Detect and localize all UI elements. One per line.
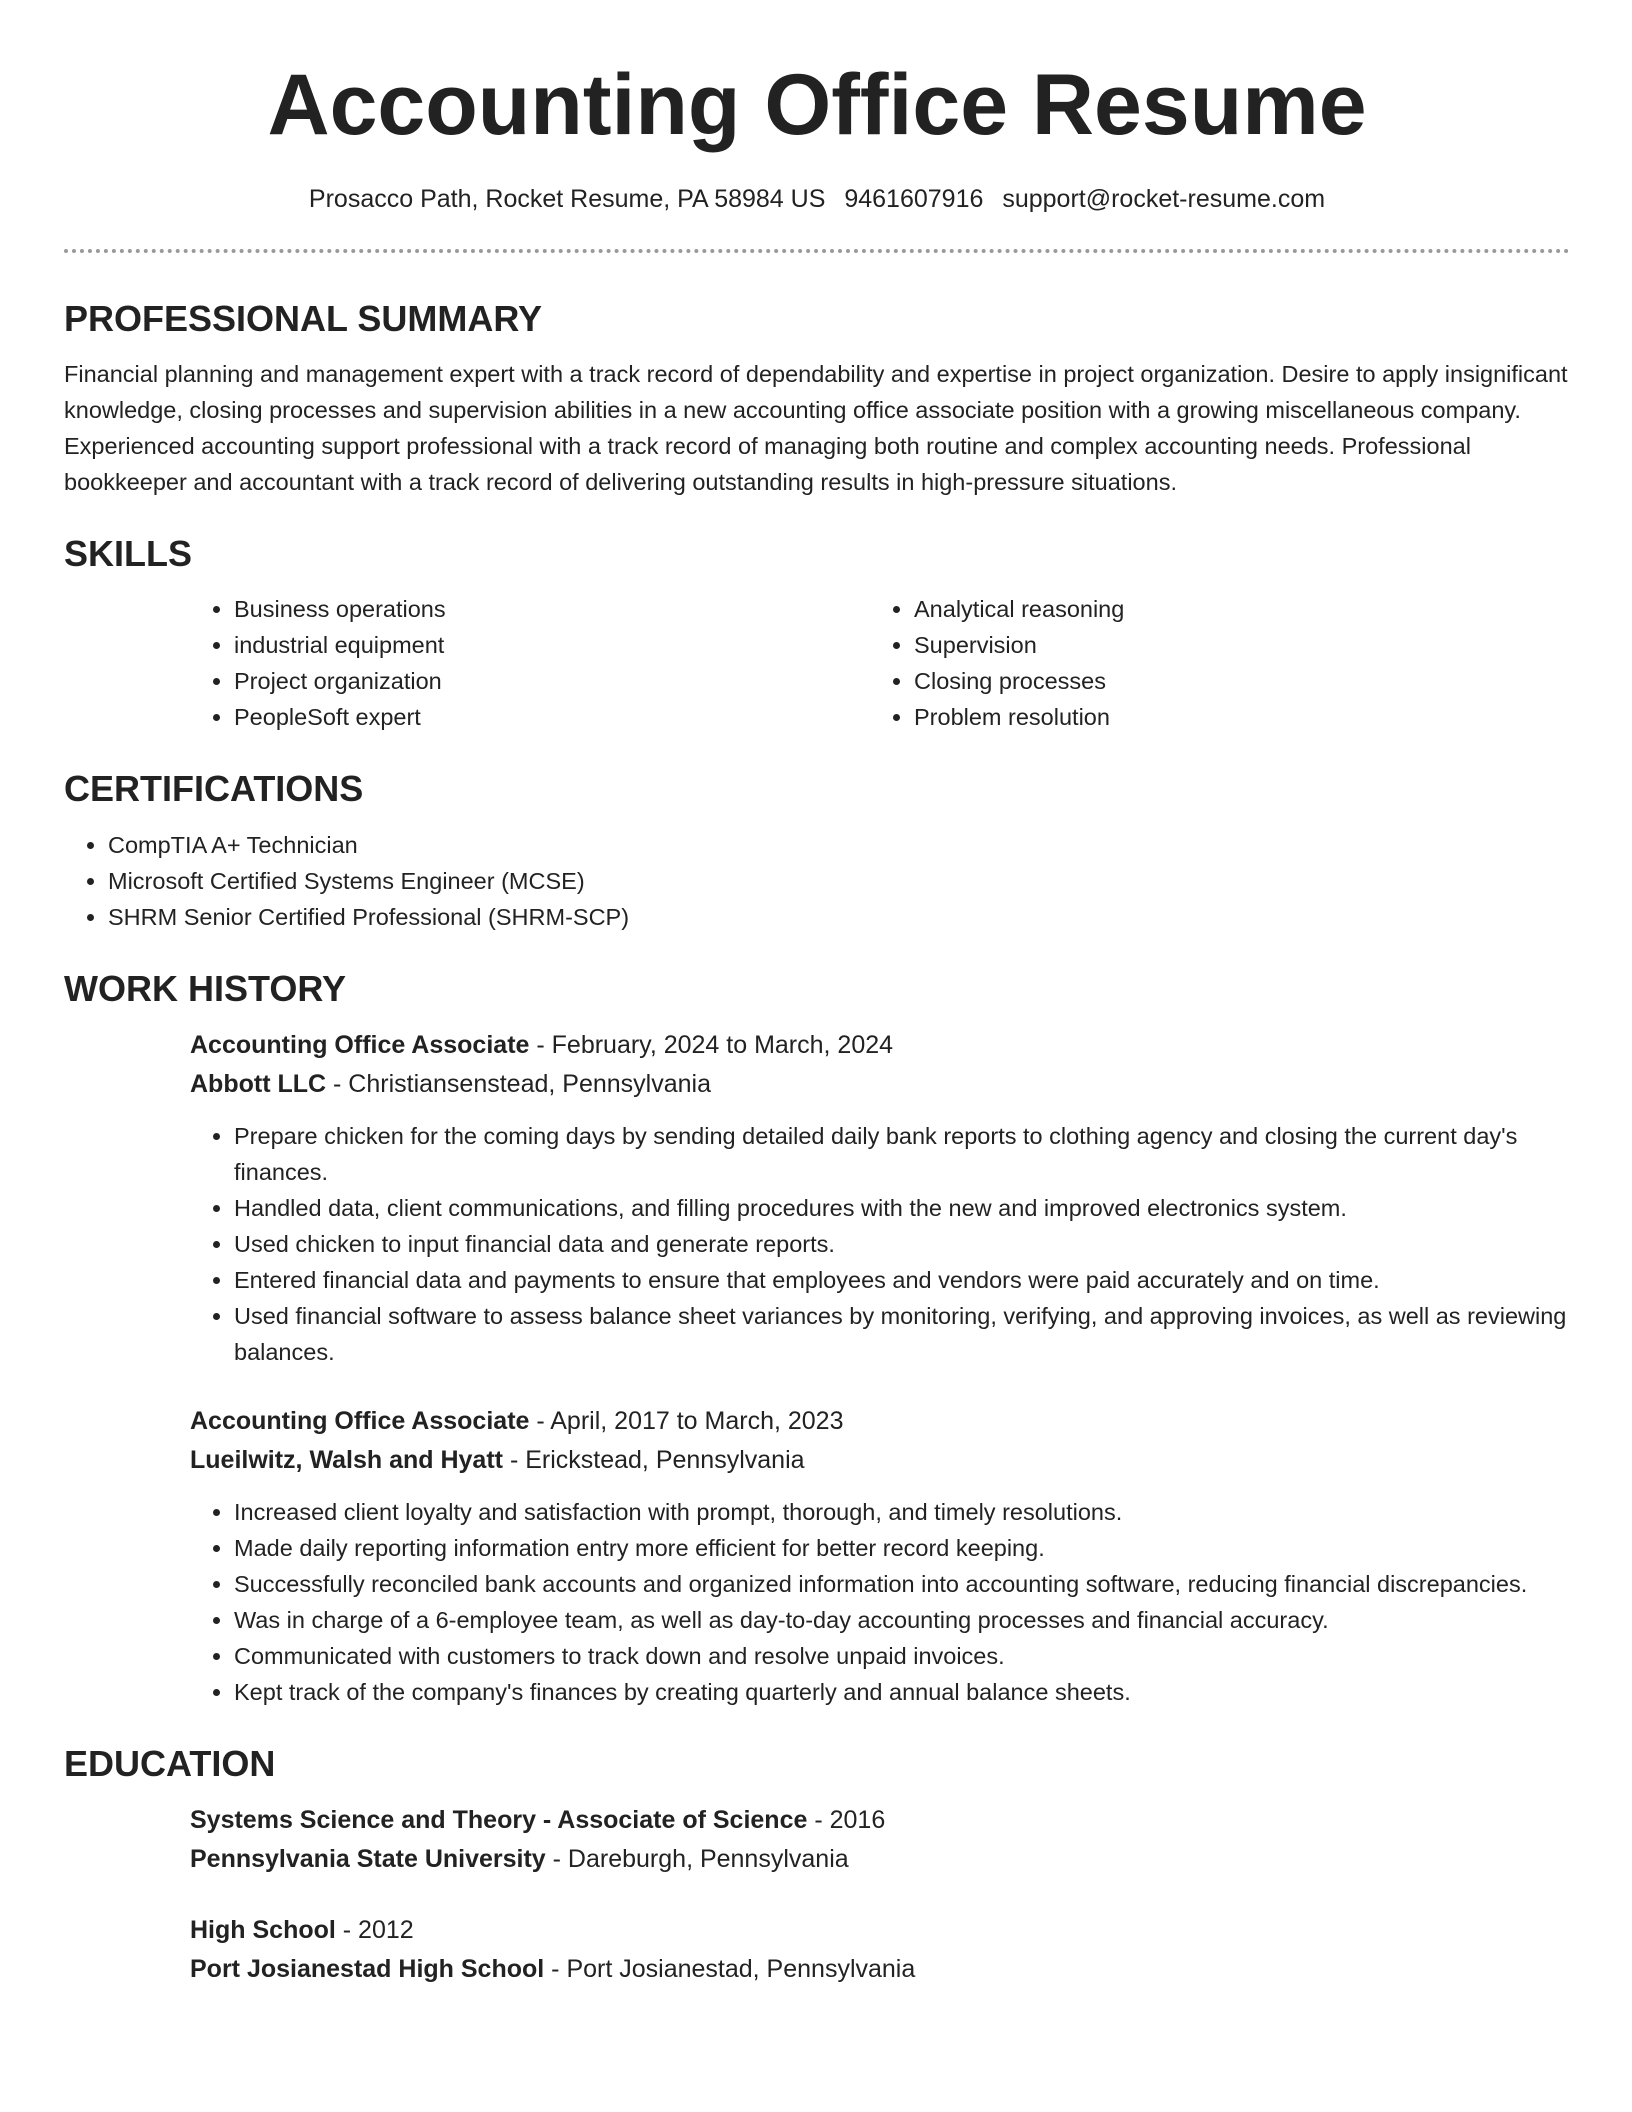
skills-grid [190,591,1570,735]
education-year: - 2016 [807,1806,886,1835]
job-dates: - February, 2024 to March, 2024 [529,1030,894,1059]
certifications-section [64,767,1570,934]
skills-column-right [870,591,1550,735]
job-duty: • Successfully reconciled bank accounts and organized information into accounting software, reducing financial discrepancies. [234,1566,1570,1602]
education-heading: EDUCATION [64,1742,276,1784]
skills-section [64,532,1570,735]
skill-item: • PeopleSoft expert [234,699,870,735]
skill-item: • industrial equipment [234,627,870,663]
skill-item: • Project organization [234,663,870,699]
work-history-heading: WORK HISTORY [64,967,347,1009]
job-duty: • Made daily reporting information entry more efficient for better record keeping. [234,1530,1570,1566]
summary-text: Financial planning and management expert with a track record of dependability and expertise in project organization. Desire to apply insignificant knowledge, closing processes and supervision abilities in a new accounting office associate position with a growing miscellaneous company. Experienced accounting support professional with a track record of managing both routine and complex accounting needs. Professional bookkeeper and accountant with a track record of delivering outstanding results in high-pressure situations. [64,361,1568,496]
skill-item: • Problem resolution [914,699,1550,735]
education-degree-line [190,1911,1570,1950]
contact-address: Prosacco Path, Rocket Resume, PA 58984 US [308,184,826,213]
job-duties-list [190,1494,1570,1710]
contact-phone: 9461607916 [844,184,984,213]
job-title-line [190,1026,1570,1065]
education-degree: Systems Science and Theory - Associate of Science [190,1806,808,1835]
header-divider [64,249,1570,253]
skill-item: • Business operations [234,591,870,627]
job-entry [190,1026,1570,1370]
summary-heading: PROFESSIONAL SUMMARY [64,298,543,340]
job-duty: • Entered financial data and payments to ensure that employees and vendors were paid accurately and on time. [234,1262,1570,1298]
education-section [64,1742,1570,1989]
education-location: - Port Josianestad, Pennsylvania [544,1955,916,1984]
job-company: Abbott LLC [190,1069,327,1098]
job-duty: • Used chicken to input financial data and generate reports. [234,1226,1570,1262]
education-school: Port Josianestad High School [190,1955,545,1984]
job-duties-list [190,1118,1570,1370]
job-title: Accounting Office Associate [190,1030,530,1059]
education-school: Pennsylvania State University [190,1845,546,1874]
job-duty: • Handled data, client communications, and filling procedures with the new and improved electronics system. [234,1190,1570,1226]
job-duty: • Communicated with customers to track down and resolve unpaid invoices. [234,1638,1570,1674]
work-history-section [64,967,1570,1710]
education-location: - Dareburgh, Pennsylvania [545,1845,849,1874]
skills-heading: SKILLS [64,533,193,575]
education-entry [190,1911,1570,1989]
certifications-heading: CERTIFICATIONS [64,768,364,810]
job-duty: • Was in charge of a 6-employee team, as well as day-to-day accounting processes and financial accuracy. [234,1602,1570,1638]
page-title: Accounting Office Resume [267,57,1367,153]
education-degree-line [190,1801,1570,1840]
education-entry [190,1801,1570,1879]
certifications-list [64,827,1570,935]
education-school-line [190,1950,1570,1989]
job-entry [190,1402,1570,1710]
skill-item: • Supervision [914,627,1550,663]
certification-item: • Microsoft Certified Systems Engineer (MCSE) [108,863,1570,899]
education-year: - 2012 [335,1916,414,1945]
job-company-line [190,1441,1570,1480]
job-title: Accounting Office Associate [190,1406,530,1435]
job-location: - Erickstead, Pennsylvania [503,1445,805,1474]
education-degree: High School [190,1916,336,1945]
skill-item: • Analytical reasoning [914,591,1550,627]
education-school-line [190,1840,1570,1879]
job-company-line [190,1065,1570,1104]
job-dates: - April, 2017 to March, 2023 [529,1406,844,1435]
job-company: Lueilwitz, Walsh and Hyatt [190,1445,503,1474]
skill-item: • Closing processes [914,663,1550,699]
certification-item: • CompTIA A+ Technician [108,827,1570,863]
job-title-line [190,1402,1570,1441]
certification-item: • SHRM Senior Certified Professional (SHRM-SCP) [108,899,1570,935]
summary-section [64,297,1570,500]
job-duty: • Increased client loyalty and satisfaction with prompt, thorough, and timely resolutions. [234,1494,1570,1530]
contact-email: support@rocket-resume.com [1002,184,1326,213]
resume-page [64,0,1570,1989]
job-duty: • Used financial software to assess balance sheet variances by monitoring, verifying, and approving invoices, as well as reviewing balances. [234,1298,1570,1370]
job-duty: • Kept track of the company's finances by creating quarterly and annual balance sheets. [234,1674,1570,1710]
skills-column-left [190,591,870,735]
job-location: - Christiansenstead, Pennsylvania [326,1069,711,1098]
contact-line [64,183,1570,216]
job-duty: • Prepare chicken for the coming days by sending detailed daily bank reports to clothing agency and closing the current day's finances. [234,1118,1570,1190]
